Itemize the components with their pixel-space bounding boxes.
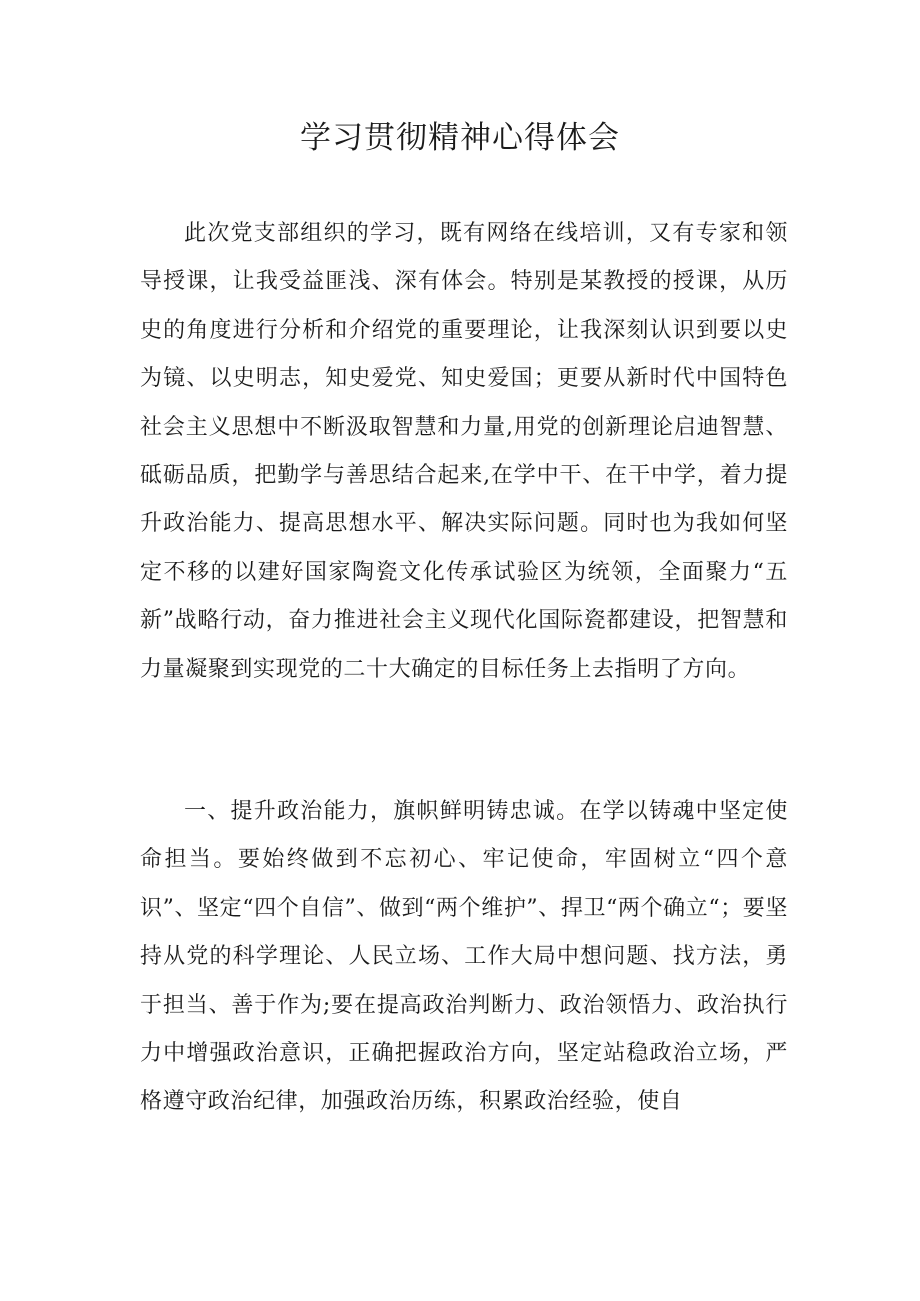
paragraph-section-one: 一、提升政治能力，旗帜鲜明铸忠诚。在学以铸魂中坚定使命担当。要始终做到不忘初心、牢记使命，牢固树立“四个意识”、坚定“四个自信”、做到“两个维护”、捍卫“两个确立“；要坚持从党的科学理论、人民立场、工作大局中想问题、找方法，勇于担当、善于作为;要在提高政治判断力、政治领悟力、政治执行力中增强政治意识，正确把握政治方向，坚定站稳政治立场，严格遵守政治纪律，加强政治历练，积累政治经验，使自: [140, 799, 788, 1115]
document-title: 学习贯彻精神心得体会: [300, 120, 620, 156]
paragraph-intro: 此次党支部组织的学习，既有网络在线培训，又有专家和领导授课，让我受益匪浅、深有体会。特别是某教授的授课，从历史的角度进行分析和介绍党的重要理论，让我深刻认识到要以史为镜、以史明志，知史爱党、知史爱国；更要从新时代中国特色社会主义思想中不断汲取智慧和力量,用党的创新理论启迪智慧、砥砺品质，把勤学与善思结合起来,在学中干、在干中学，着力提升政治能力、提高思想水平、解决实际问题。同时也为我如何坚定不移的以建好国家陶瓷文化传承试验区为统领，全面聚力“五新”战略行动，奋力推进社会主义现代化国际瓷都建设，把智慧和力量凝聚到实现党的二十大确定的目标任务上去指明了方向。: [140, 221, 788, 682]
